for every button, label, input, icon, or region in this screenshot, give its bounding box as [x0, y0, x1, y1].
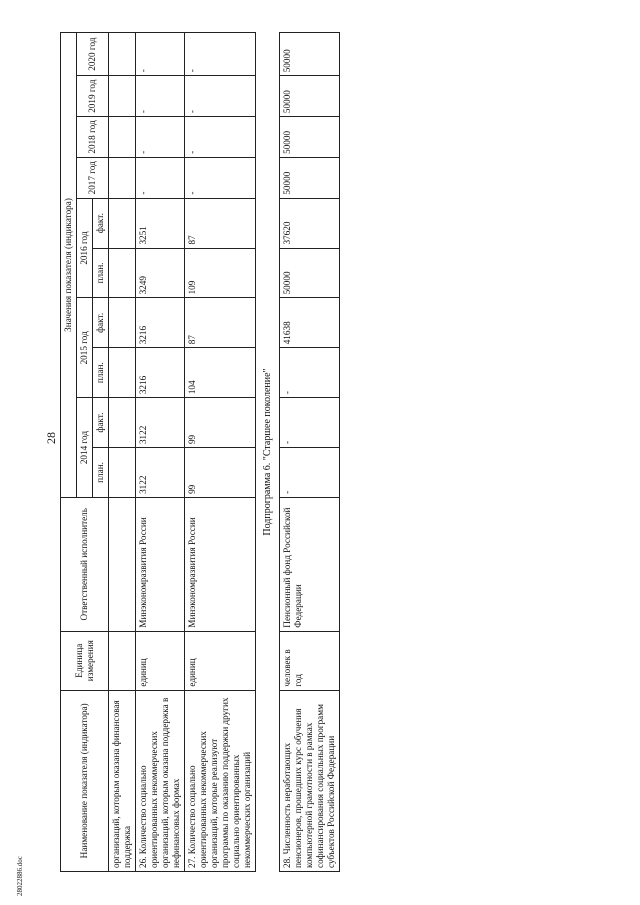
value-2019 — [109, 76, 136, 117]
value-2014-plan: - — [280, 448, 340, 498]
value-2015-fact: 87 — [185, 298, 256, 348]
header-2018: 2018 год — [77, 117, 109, 158]
row-executor: Минэкономразвития России — [136, 497, 185, 631]
header-values: Значения показателя (индикатора) — [61, 33, 77, 498]
row-unit — [109, 631, 136, 690]
value-2015-fact: 3216 — [136, 298, 185, 348]
table-row — [136, 33, 185, 872]
value-2015-fact — [109, 298, 136, 348]
row-unit: единиц — [185, 631, 256, 690]
header-executor: Ответственный исполнитель — [61, 497, 109, 631]
value-2017: - — [185, 157, 256, 198]
value-2015-plan: 104 — [185, 348, 256, 398]
header-2016: 2016 год — [77, 198, 93, 298]
value-2014-fact: 99 — [185, 398, 256, 448]
header-2020: 2020 год — [77, 33, 109, 76]
header-2017: 2017 год — [77, 157, 109, 198]
section-title: Подпрограмма 6. "Старшее поколение" — [256, 33, 280, 872]
value-2016-plan — [109, 248, 136, 298]
header-name: Наименование показателя (индикатора) — [61, 690, 109, 871]
value-2018: 50000 — [280, 117, 340, 158]
row-executor: Пенсионный фонд Российской Федерации — [280, 497, 340, 631]
header-unit: Единица измерения — [61, 631, 109, 690]
table-row — [280, 33, 340, 872]
row-name: организаций, которым оказана финансовая поддержка — [111, 700, 132, 868]
value-2016-plan: 50000 — [280, 248, 340, 298]
value-2017: - — [136, 157, 185, 198]
header-plan: план. — [93, 448, 109, 498]
value-2014-plan: 99 — [185, 448, 256, 498]
value-2014-plan — [109, 448, 136, 498]
value-2019: - — [136, 76, 185, 117]
header-fact: факт. — [93, 198, 109, 248]
value-2015-plan: - — [280, 348, 340, 398]
row-name-cell — [136, 690, 185, 871]
row-name-cell — [109, 690, 136, 871]
section-row — [256, 33, 280, 872]
value-2018 — [109, 117, 136, 158]
value-2014-plan: 3122 — [136, 448, 185, 498]
row-unit: единиц — [136, 631, 185, 690]
row-unit: человек в год — [280, 631, 340, 690]
row-num: 26. — [138, 856, 148, 868]
row-name-cell — [185, 690, 256, 871]
value-2016-plan: 3249 — [136, 248, 185, 298]
header-fact: факт. — [93, 298, 109, 348]
value-2017: 50000 — [280, 157, 340, 198]
value-2020 — [109, 33, 136, 76]
value-2020: 50000 — [280, 33, 340, 76]
value-2019: - — [185, 76, 256, 117]
value-2016-fact: 3251 — [136, 198, 185, 248]
value-2017 — [109, 157, 136, 198]
header-2014: 2014 год — [77, 398, 93, 498]
table-row — [185, 33, 256, 872]
row-name-cell — [280, 690, 340, 871]
row-executor: Минэкономразвития России — [185, 497, 256, 631]
value-2018: - — [185, 117, 256, 158]
indicators-table — [60, 32, 340, 872]
value-2015-plan: 3216 — [136, 348, 185, 398]
value-2014-fact: - — [280, 398, 340, 448]
row-num: 28. — [282, 856, 292, 868]
value-2020: - — [185, 33, 256, 76]
table-row — [109, 33, 136, 872]
row-name: Количество социально ориентированных некоммерческих организаций, которые реализуют программы по оказанию поддержки других социально ориентированных некоммерческих организаций — [187, 697, 252, 868]
value-2018: - — [136, 117, 185, 158]
value-2014-fact — [109, 398, 136, 448]
row-name: Количество социально ориентированных некоммерческих организаций, которым оказана поддержка в нефинансовых формах — [138, 697, 181, 868]
value-2015-fact: 41638 — [280, 298, 340, 348]
footer-filename: 28022886.doc — [16, 856, 24, 896]
row-num: 27. — [187, 856, 197, 868]
row-executor — [109, 497, 136, 631]
header-plan: план. — [93, 348, 109, 398]
header-fact: факт. — [93, 398, 109, 448]
row-name: Численность неработающих пенсионеров, прошедших курс обучения компьютерной грамотности в рамках софинансирования социальных программ субъектов Российской Федерации — [282, 704, 336, 868]
value-2016-fact: 87 — [185, 198, 256, 248]
rotated-page-content — [60, 32, 610, 872]
header-2015: 2015 год — [77, 298, 93, 398]
value-2016-fact — [109, 198, 136, 248]
header-plan: план. — [93, 248, 109, 298]
value-2015-plan — [109, 348, 136, 398]
page-number: 28 — [44, 432, 58, 444]
header-2019: 2019 год — [77, 76, 109, 117]
value-2014-fact: 3122 — [136, 398, 185, 448]
value-2019: 50000 — [280, 76, 340, 117]
value-2020: - — [136, 33, 185, 76]
value-2016-fact: 37620 — [280, 198, 340, 248]
value-2016-plan: 109 — [185, 248, 256, 298]
